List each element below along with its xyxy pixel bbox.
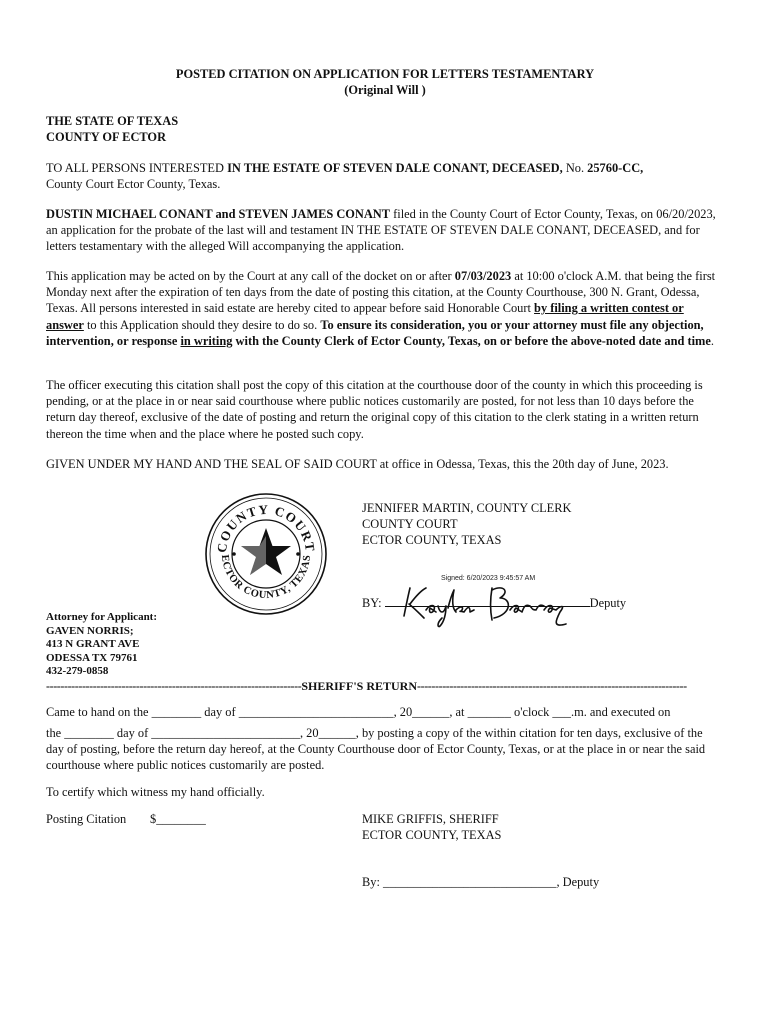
filing-requirement: by filing a written contest or answer: [46, 301, 684, 332]
seal-top-text: COUNTY COURT: [213, 501, 319, 554]
state-heading: THE STATE OF TEXAS: [46, 114, 179, 128]
deputy-label: Deputy: [589, 596, 627, 610]
seal-graphic: [204, 492, 328, 616]
para1-tail: County Court Ector County, Texas.: [46, 177, 221, 192]
clerk-block: [362, 500, 571, 549]
sheriffs-return-title: SHERIFF'S RETURN: [301, 679, 418, 693]
sheriff-county: ECTOR COUNTY, TEXAS: [362, 828, 502, 843]
attorney-name: GAVEN NORRIS;: [46, 624, 134, 637]
application-text: filed in the County Court of Ector County, Texas, on 06/20/2023, an application for the probate of the last will and testament IN THE ESTATE OF STEVEN DALE CONANT, DECEASED, and for letters testamentary with the alleged Will accompanying the application.: [46, 207, 716, 254]
attorney-phone: 432-279-0858: [46, 665, 109, 677]
came-to-hand-line: Came to hand on the ________ day of _________________________, 20______, at _______ o'clock ___.m. and executed on: [46, 705, 671, 719]
divider-dashes-left: -----------------------------------------------------------------------: [46, 679, 302, 693]
case-no-label: No.: [562, 161, 588, 175]
in-writing-emphasis: in writing: [180, 333, 233, 348]
attorney-address-2: ODESSA TX 79761: [46, 651, 138, 664]
attorney-address-1: 413 N GRANT AVE: [46, 638, 140, 650]
hearing-end: .: [710, 333, 714, 348]
title-line-1: POSTED CITATION ON APPLICATION FOR LETTERS TESTAMENTARY: [175, 67, 595, 81]
sheriff-deputy-signature-line: By: ____________________________, Deputy: [362, 875, 600, 889]
application-paragraph: [46, 206, 722, 255]
clerk-signature-image: [396, 580, 576, 630]
by-label: BY:: [362, 596, 385, 610]
sheriff-name: MIKE GRIFFIS, SHERIFF: [362, 812, 499, 826]
county-heading: COUNTY OF ECTOR: [46, 130, 167, 145]
hearing-text-2: at 10:00 o'clock A.M. that being the first Monday next after the expiration of ten days from the date of posting this citation, at the County Courthouse, 300 N. Grant, Odessa, Texas. All persons interested in said estate are hereby cited to appear before said Honorable Court: [46, 269, 716, 316]
clerk-county: ECTOR COUNTY, TEXAS: [362, 533, 502, 548]
document-title: [0, 66, 770, 98]
case-number: 25760-CC,: [587, 161, 644, 175]
divider-dashes-right: ---------------------------------------------------------------------------: [417, 679, 687, 693]
interested-persons-paragraph: [46, 160, 722, 192]
hearing-date: 07/03/2023: [454, 269, 512, 283]
posting-citation-label: Posting Citation: [46, 812, 127, 826]
certify-line: To certify which witness my hand officially.: [46, 785, 265, 799]
title-line-2: (Original Will ): [344, 83, 426, 98]
signed-timestamp: Signed: 6/20/2023 9:45:57 AM: [441, 575, 536, 582]
clerk-name: JENNIFER MARTIN, COUNTY CLERK: [362, 501, 572, 515]
sheriff-block: [362, 811, 501, 843]
estate-name: IN THE ESTATE OF STEVEN DALE CONANT, DECEASED,: [227, 161, 563, 175]
posting-citation-amount: $________: [150, 812, 206, 826]
given-under-hand-paragraph: GIVEN UNDER MY HAND AND THE SEAL OF SAID COURT at office in Odessa, Texas, this the 20th day of June, 2023.: [46, 457, 669, 471]
hearing-text-1: This application may be acted on by the Court at any call of the docket on or after: [46, 269, 455, 283]
consideration-text-1: To ensure its consideration, you or your attorney must file any objection, intervention, or response: [46, 317, 704, 348]
para1-lead: TO ALL PERSONS INTERESTED: [46, 161, 228, 175]
hearing-text-3: to this Application should they desire to do so.: [83, 317, 321, 332]
posting-details-paragraph: the ________ day of ________________________, 20______, by posting a copy of the within citation for ten days, exclusive of the day of posting, before the return day hereof, at the County Courthouse door of Ector County, Texas, or at the place in or near the said courthouse where public notices customarily are posted.: [46, 726, 706, 773]
sheriffs-return-divider: [46, 678, 726, 694]
attorney-block: [46, 611, 157, 679]
officer-instructions-paragraph: The officer executing this citation shall post the copy of this citation at the courthouse door of the county in which this proceeding is pending, or at the place in or near said courthouse where public notices customarily are posted, for not less than 10 days before the return day thereof, exclusive of the date of posting and return the original copy of this citation to the clerk stating in a written return thereon the time when and the place where he posted such copy.: [46, 378, 703, 441]
clerk-court: COUNTY COURT: [362, 517, 458, 532]
county-court-seal: [204, 492, 328, 616]
hearing-paragraph: [46, 268, 722, 349]
consideration-text-2: with the County Clerk of Ector County, Texas, on or before the above-noted date and time: [232, 333, 711, 348]
applicant-names: DUSTIN MICHAEL CONANT and STEVEN JAMES CONANT: [46, 207, 391, 221]
attorney-label: Attorney for Applicant:: [46, 611, 158, 623]
jurisdiction-block: [46, 113, 178, 145]
seal-bottom-text: ECTOR COUNTY, TEXAS: [218, 554, 314, 602]
